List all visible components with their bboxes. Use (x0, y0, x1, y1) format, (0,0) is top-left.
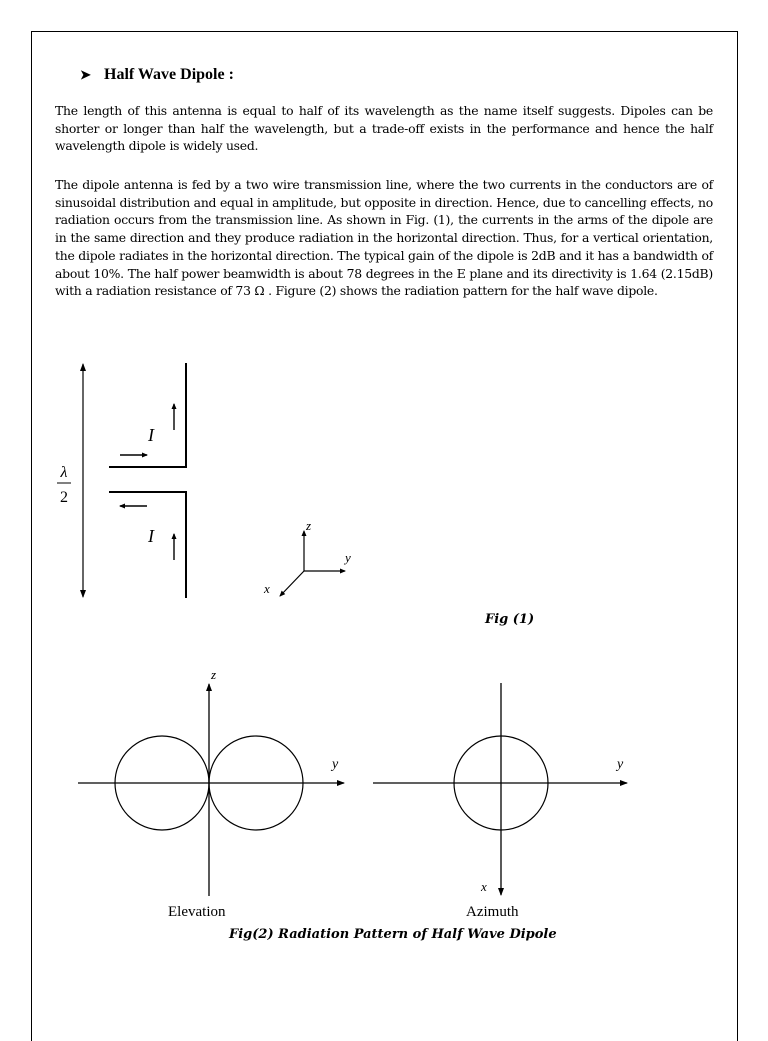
figure-2-elevation (78, 667, 344, 896)
axis-x-label: x (264, 581, 270, 596)
current-label-bottom: I (148, 526, 154, 546)
figure-1-dipole (57, 363, 351, 598)
current-label-top: I (148, 425, 154, 445)
azimuth-label: Azimuth (466, 904, 519, 920)
paragraph-intro: The length of this antenna is equal to half of its wavelength as the name itself suggests. Dipoles can be shorter or longer than half the wavelength, but a trade-off exists in the performance and hence the half wavelength dipole is widely used. (55, 103, 713, 154)
figure-2-caption: Fig(2) Radiation Pattern of Half Wave Dipole (229, 927, 557, 942)
elevation-label: Elevation (168, 904, 226, 920)
arrow-bullet-icon: ➤ (80, 67, 91, 82)
section-title: Half Wave Dipole : (104, 66, 234, 83)
elevation-y-label: y (332, 757, 339, 772)
lambda-numerator: λ (60, 464, 68, 481)
azimuth-x-label: x (481, 879, 487, 894)
azimuth-y-label: y (617, 757, 624, 772)
elevation-z-label: z (211, 667, 217, 682)
axis-y-label: y (345, 550, 351, 565)
paragraph-details: The dipole antenna is fed by a two wire transmission line, where the two currents in the conductors are of sinusoidal distribution and equal in amplitude, but opposite in direction. Hence, due to cancelling effects, no radiation occurs from the transmission line. As shown in Fig. (1), the currents in the arms of the dipole are in the same direction and they produce radiation in the horizontal direction. Thus, for a vertical orientation, the dipole radiates in the horizontal direction. The typical gain of the dipole is 2dB and it has a bandwidth of about 10%. The half power beamwidth is about 78 degrees in the E plane and its directivity is 1.64 (2.15dB) with a radiation resistance of 73 Ω . Figure (2) shows the radiation pattern for the half wave dipole. (55, 177, 713, 299)
axis-x-arrow (280, 571, 304, 596)
axis-z-label: z (306, 518, 312, 533)
lambda-denominator: 2 (60, 489, 68, 506)
figure-1-caption: Fig (1) (485, 612, 535, 627)
figure-2-azimuth (373, 683, 627, 895)
